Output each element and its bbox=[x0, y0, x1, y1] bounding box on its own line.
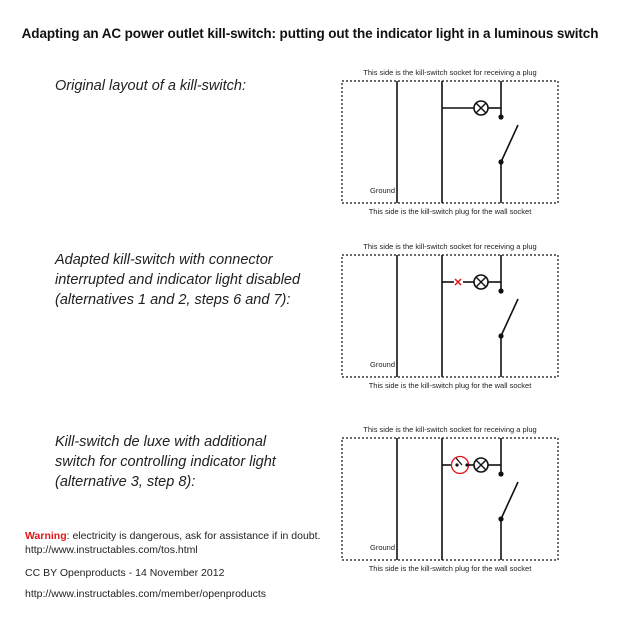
diagram-interrupted bbox=[340, 242, 560, 390]
caption-interrupted bbox=[55, 250, 300, 310]
plug-side-label: This side is the kill-switch plug for the wall socket bbox=[368, 207, 532, 216]
enclosure-boundary bbox=[342, 255, 558, 377]
enclosure-boundary bbox=[342, 438, 558, 560]
enclosure-boundary bbox=[342, 81, 558, 203]
circuit-interrupted bbox=[340, 251, 560, 381]
caption-line: interrupted and indicator light disabled bbox=[55, 272, 301, 288]
ground-label: Ground bbox=[370, 186, 396, 195]
socket-side-label: This side is the kill-switch socket for receiving a plug bbox=[363, 68, 537, 77]
plug-side-label: This side is the kill-switch plug for the wall socket bbox=[368, 381, 532, 390]
lamp-icon bbox=[474, 275, 488, 289]
ground-label: Ground bbox=[370, 360, 396, 369]
caption-line: (alternatives 1 and 2, steps 6 and 7): bbox=[55, 292, 291, 308]
caption-line: (alternative 3, step 8): bbox=[55, 474, 196, 490]
break-x-icon bbox=[455, 279, 461, 285]
lamp-icon bbox=[474, 101, 488, 115]
plug-side-label: This side is the kill-switch plug for the wall socket bbox=[368, 564, 532, 573]
socket-side-label: This side is the kill-switch socket for receiving a plug bbox=[363, 242, 537, 251]
lamp-icon bbox=[474, 458, 488, 472]
switch-lever bbox=[501, 482, 518, 519]
circuit-original bbox=[340, 77, 560, 207]
ground-label: Ground bbox=[370, 543, 396, 552]
diagram-original bbox=[340, 68, 560, 216]
warning-text: : electricity is dangerous, ask for assistance if in doubt. bbox=[66, 530, 321, 542]
switch-lever bbox=[501, 125, 518, 162]
warning-line bbox=[25, 530, 320, 542]
tos-link[interactable]: http://www.instructables.com/tos.html bbox=[25, 544, 198, 556]
switch-contact-top bbox=[498, 114, 503, 119]
caption-line: Kill-switch de luxe with additional bbox=[55, 434, 267, 450]
circuit-extra-switch bbox=[340, 434, 560, 564]
caption-line: Adapted kill-switch with connector bbox=[55, 252, 273, 268]
caption-extra-switch bbox=[55, 432, 276, 492]
caption-line: switch for controlling indicator light bbox=[55, 454, 276, 470]
caption-original bbox=[55, 76, 246, 96]
caption-line: Original layout of a kill-switch: bbox=[55, 78, 246, 94]
warning-label: Warning bbox=[25, 530, 67, 542]
page-title: Adapting an AC power outlet kill-switch: putting out the indicator light in a luminous switch bbox=[21, 26, 599, 41]
switch-contact-top bbox=[498, 288, 503, 293]
switch-lever bbox=[501, 299, 518, 336]
diagram-extra-switch bbox=[340, 425, 560, 573]
switch-contact-top bbox=[498, 471, 503, 476]
license-text: CC BY Openproducts - 14 November 2012 bbox=[25, 567, 225, 579]
socket-side-label: This side is the kill-switch socket for receiving a plug bbox=[363, 425, 537, 434]
member-link[interactable]: http://www.instructables.com/member/openproducts bbox=[25, 588, 267, 600]
